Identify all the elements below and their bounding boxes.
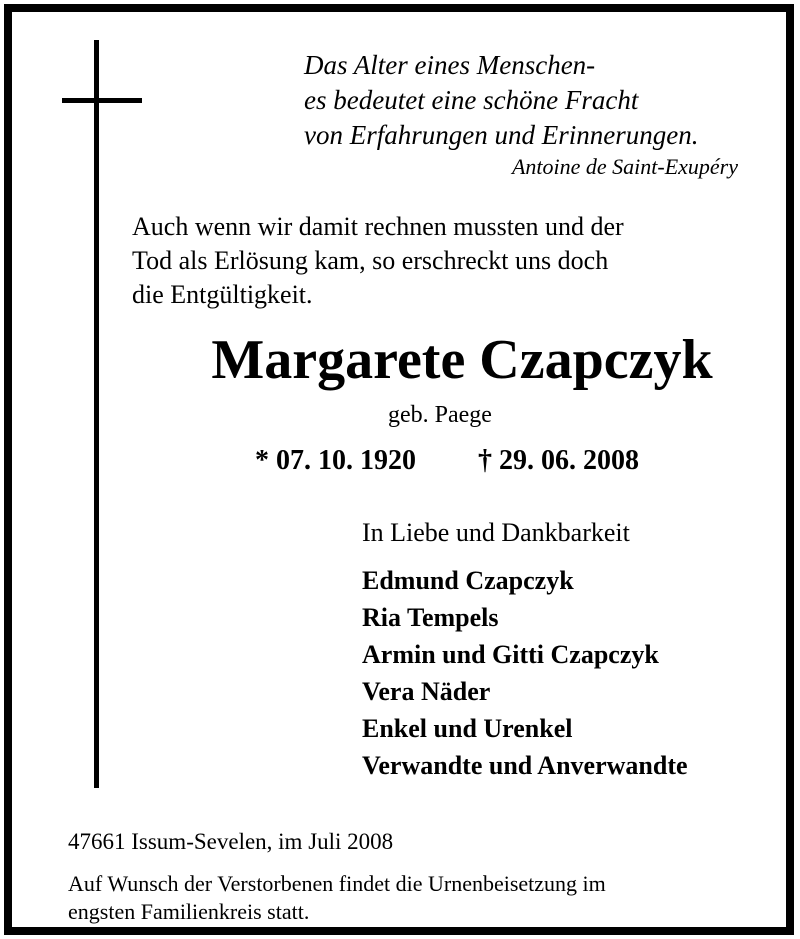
mourner-name: Ria Tempels xyxy=(362,603,499,632)
intro-line: die Entgültigkeit. xyxy=(132,280,313,309)
death-date: † 29. 06. 2008 xyxy=(478,445,639,476)
quote-line: von Erfahrungen und Erinnerungen. xyxy=(304,120,699,150)
quote-line: Das Alter eines Menschen- xyxy=(304,50,596,80)
mourner-name: Vera Näder xyxy=(362,677,491,706)
mourner-name: Armin und Gitti Czapczyk xyxy=(362,640,659,669)
mourners-list xyxy=(362,562,688,784)
closing-note xyxy=(68,870,606,926)
intro-line: Auch wenn wir damit rechnen mussten und der xyxy=(132,212,624,241)
mourner-name: Edmund Czapczyk xyxy=(362,566,574,595)
closing-line: Auf Wunsch der Verstorbenen findet die Urnenbeisetzung im xyxy=(68,871,606,896)
maiden-name: geb. Paege xyxy=(388,402,492,428)
quote-author: Antoine de Saint-Exupéry xyxy=(511,154,738,179)
quote xyxy=(304,48,698,153)
birth-date: * 07. 10. 1920 xyxy=(255,445,416,476)
cross-symbol-horizontal xyxy=(62,98,142,103)
obituary-notice xyxy=(4,4,794,935)
deceased-name: Margarete Czapczyk xyxy=(211,329,713,391)
quote-line: es bedeutet eine schöne Fracht xyxy=(304,85,639,115)
intro-text xyxy=(132,210,624,312)
place-date: 47661 Issum-Sevelen, im Juli 2008 xyxy=(68,829,394,854)
mourners-intro: In Liebe und Dankbarkeit xyxy=(362,518,630,547)
mourner-name: Verwandte und Anverwandte xyxy=(362,751,688,780)
cross-symbol-vertical xyxy=(94,40,99,788)
mourner-name: Enkel und Urenkel xyxy=(362,714,573,743)
intro-line: Tod als Erlösung kam, so erschreckt uns doch xyxy=(132,246,609,275)
closing-line: engsten Familienkreis statt. xyxy=(68,899,310,924)
